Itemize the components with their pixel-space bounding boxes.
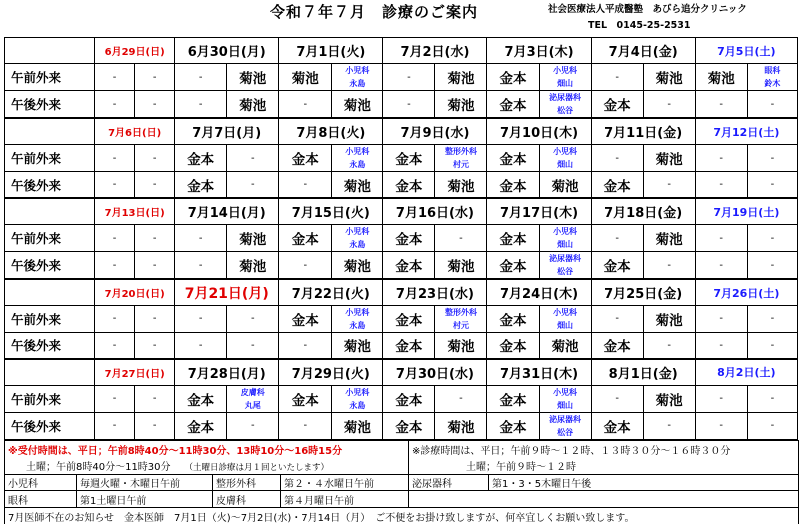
clinic-name: 社会医療法人平成醫塾 あびら追分クリニック [548, 4, 747, 15]
doctor-cell: 菊池 [643, 305, 695, 332]
date-header: 7月9日(水) [383, 118, 487, 144]
date-header: 7月25日(金) [591, 279, 695, 305]
specialist-cell [227, 385, 279, 412]
no-session-cell: - [747, 412, 797, 439]
no-session-cell: - [747, 225, 797, 252]
specialty-name: 小児科 [553, 227, 578, 237]
no-session-cell: - [747, 91, 797, 119]
page-title: 令和７年７月 診療のご案内 [270, 3, 479, 21]
specialty-name: 整形外科 [444, 147, 477, 157]
pediatrics-schedule: 毎週火曜・木曜日午前 [77, 474, 213, 491]
specialist-doctor: 永島 [349, 160, 366, 170]
info-table [4, 440, 799, 524]
specialist-doctor: 永島 [349, 320, 366, 330]
specialty-name: 泌尿器科 [549, 254, 582, 264]
no-session-cell: - [227, 305, 279, 332]
week-date-row [5, 38, 798, 64]
date-header: 7月14日(月) [175, 198, 279, 224]
doctor-cell: 金本 [279, 225, 332, 252]
doctor-cell: 金本 [487, 305, 539, 332]
doctor-cell: 菊池 [227, 225, 279, 252]
specialty-name: 小児科 [553, 66, 578, 76]
no-session-cell: - [95, 412, 135, 439]
date-header: 7月22日(火) [279, 279, 383, 305]
no-session-cell: - [95, 252, 135, 280]
doctor-cell: 菊池 [643, 225, 695, 252]
doctor-cell: 菊池 [539, 172, 591, 198]
no-session-cell: - [135, 252, 175, 280]
doctor-cell: 菊池 [435, 64, 487, 91]
specialty-name: 小児科 [345, 227, 370, 237]
no-session-cell: - [135, 64, 175, 91]
doctor-cell: 金本 [487, 64, 539, 91]
doctor-cell: 菊池 [643, 145, 695, 172]
doctor-cell: 金本 [383, 332, 435, 358]
header [0, 0, 800, 34]
specialist-cell [539, 385, 591, 412]
no-session-cell: - [95, 64, 135, 91]
specialist-doctor: 永島 [349, 240, 366, 250]
no-session-cell: - [279, 91, 332, 119]
saturday-note: （土曜日診療は月１回といたします） [184, 462, 330, 473]
date-header: 7月19日(土) [695, 198, 797, 224]
no-session-cell: - [695, 145, 747, 172]
no-session-cell: - [591, 64, 643, 91]
session-label: 午後外来 [5, 172, 95, 198]
specialist-doctor: 畑山 [557, 160, 574, 170]
doctor-cell: 菊池 [435, 172, 487, 198]
specialist-doctor: 松谷 [557, 427, 574, 437]
date-header: 7月2日(水) [383, 38, 487, 64]
no-session-cell: - [695, 91, 747, 119]
schedule-table [4, 37, 798, 440]
no-session-cell: - [135, 412, 175, 439]
specialist-cell [435, 145, 487, 172]
no-session-cell: - [279, 252, 332, 280]
no-session-cell: - [95, 332, 135, 358]
date-header: 7月21日(月) [175, 279, 279, 305]
orthopedics-label: 整形外科 [213, 474, 281, 491]
no-session-cell: - [695, 332, 747, 358]
doctor-cell: 菊池 [332, 412, 383, 439]
date-header: 7月23日(水) [383, 279, 487, 305]
specialist-doctor: 鈴木 [764, 79, 781, 89]
no-session-cell: - [435, 225, 487, 252]
date-header: 7月11日(金) [591, 118, 695, 144]
session-label: 午前外来 [5, 305, 95, 332]
no-session-cell: - [95, 91, 135, 119]
date-header: 7月4日(金) [591, 38, 695, 64]
no-session-cell: - [227, 412, 279, 439]
week-date-row [5, 198, 798, 224]
session-label: 午前外来 [5, 145, 95, 172]
doctor-cell: 金本 [591, 91, 643, 119]
doctor-cell: 金本 [175, 412, 227, 439]
doctor-cell: 菊池 [643, 64, 695, 91]
no-session-cell: - [175, 332, 227, 358]
no-session-cell: - [695, 252, 747, 280]
doctor-cell: 金本 [383, 385, 435, 412]
no-session-cell: - [747, 332, 797, 358]
specialty-name: 小児科 [345, 387, 370, 397]
no-session-cell: - [175, 64, 227, 91]
corner-cell [5, 359, 95, 385]
specialist-doctor: 村元 [452, 160, 469, 170]
no-session-cell: - [435, 385, 487, 412]
no-session-cell: - [95, 145, 135, 172]
no-session-cell: - [591, 225, 643, 252]
afternoon-row [5, 91, 798, 119]
consultation-hours-saturday: 土曜；午前９時～１２時 [409, 457, 799, 474]
doctor-cell: 菊池 [435, 412, 487, 439]
orthopedics-schedule: 第２・４水曜日午前 [281, 474, 409, 491]
absence-notice: 7月医師不在のお知らせ 金本医師 7月1日（火)～7月2日(水)・7月14日（月） ご不便をお掛け致しますが、何卒宜しくお願い致します。 [5, 508, 799, 524]
doctor-cell: 金本 [487, 145, 539, 172]
specialist-cell [539, 252, 591, 280]
date-header: 7月3日(木) [487, 38, 591, 64]
ophthalmology-label: 眼科 [5, 491, 77, 508]
doctor-cell: 菊池 [435, 91, 487, 119]
doctor-cell: 金本 [279, 385, 332, 412]
doctor-cell: 金本 [487, 385, 539, 412]
afternoon-row [5, 332, 798, 358]
clinic-phone: TEL 0145-25-2531 [588, 20, 691, 31]
doctor-cell: 菊池 [643, 385, 695, 412]
pediatrics-label: 小児科 [5, 474, 77, 491]
date-header: 7月27日(日) [95, 359, 175, 385]
specialty-name: 泌尿器科 [549, 93, 582, 103]
doctor-cell: 金本 [383, 145, 435, 172]
afternoon-row [5, 252, 798, 280]
doctor-cell: 菊池 [227, 91, 279, 119]
session-label: 午前外来 [5, 385, 95, 412]
doctor-cell: 菊池 [227, 64, 279, 91]
specialist-cell [539, 412, 591, 439]
date-header: 7月31日(木) [487, 359, 591, 385]
no-session-cell: - [695, 225, 747, 252]
specialty-name: 小児科 [345, 66, 370, 76]
no-session-cell: - [747, 145, 797, 172]
reception-hours: ※受付時間は、平日；午前8時40分～11時30分、13時10分～16時15分 [5, 441, 409, 458]
doctor-cell: 金本 [383, 225, 435, 252]
morning-row [5, 64, 798, 91]
no-session-cell: - [175, 252, 227, 280]
specialist-doctor: 畑山 [557, 400, 574, 410]
doctor-cell: 菊池 [332, 332, 383, 358]
specialist-cell [332, 225, 383, 252]
date-header: 6月30日(月) [175, 38, 279, 64]
specialist-cell [539, 225, 591, 252]
doctor-cell: 金本 [591, 252, 643, 280]
afternoon-row [5, 412, 798, 439]
date-header: 7月10日(木) [487, 118, 591, 144]
doctor-cell: 菊池 [435, 252, 487, 280]
no-session-cell: - [643, 252, 695, 280]
specialist-cell [332, 64, 383, 91]
specialist-doctor: 村元 [452, 320, 469, 330]
specialist-cell [332, 385, 383, 412]
date-header: 7月13日(日) [95, 198, 175, 224]
no-session-cell: - [95, 385, 135, 412]
date-header: 7月18日(金) [591, 198, 695, 224]
no-session-cell: - [747, 172, 797, 198]
empty-cell [409, 491, 799, 508]
specialist-doctor: 畑山 [557, 240, 574, 250]
date-header: 7月28日(月) [175, 359, 279, 385]
dermatology-schedule: 第４月曜日午前 [281, 491, 409, 508]
specialist-cell [747, 64, 797, 91]
doctor-cell: 金本 [487, 225, 539, 252]
corner-cell [5, 118, 95, 144]
specialist-doctor: 永島 [349, 400, 366, 410]
no-session-cell: - [95, 305, 135, 332]
specialist-cell [332, 305, 383, 332]
specialty-name: 小児科 [553, 307, 578, 317]
no-session-cell: - [695, 385, 747, 412]
doctor-cell: 菊池 [332, 91, 383, 119]
specialty-name: 小児科 [345, 147, 370, 157]
doctor-cell: 金本 [383, 252, 435, 280]
date-header: 8月1日(金) [591, 359, 695, 385]
no-session-cell: - [227, 172, 279, 198]
date-header: 8月2日(土) [695, 359, 797, 385]
specialist-doctor: 畑山 [557, 79, 574, 89]
date-header: 7月12日(土) [695, 118, 797, 144]
specialty-name: 小児科 [553, 387, 578, 397]
no-session-cell: - [135, 172, 175, 198]
session-label: 午前外来 [5, 64, 95, 91]
specialty-name: 皮膚科 [240, 387, 265, 397]
date-header: 7月1日(火) [279, 38, 383, 64]
date-header: 7月5日(土) [695, 38, 797, 64]
doctor-cell: 菊池 [539, 332, 591, 358]
no-session-cell: - [135, 91, 175, 119]
doctor-cell: 金本 [383, 172, 435, 198]
date-header: 7月6日(日) [95, 118, 175, 144]
session-label: 午後外来 [5, 412, 95, 439]
specialist-doctor: 永島 [349, 79, 366, 89]
no-session-cell: - [591, 385, 643, 412]
no-session-cell: - [591, 145, 643, 172]
specialty-name: 整形外科 [444, 307, 477, 317]
session-label: 午後外来 [5, 332, 95, 358]
week-date-row [5, 279, 798, 305]
date-header: 7月26日(土) [695, 279, 797, 305]
no-session-cell: - [135, 145, 175, 172]
date-header: 7月15日(火) [279, 198, 383, 224]
no-session-cell: - [95, 172, 135, 198]
date-header: 7月17日(木) [487, 198, 591, 224]
corner-cell [5, 38, 95, 64]
doctor-cell: 菊池 [332, 252, 383, 280]
no-session-cell: - [279, 172, 332, 198]
date-header: 6月29日(日) [95, 38, 175, 64]
specialty-name: 小児科 [553, 147, 578, 157]
doctor-cell: 菊池 [227, 252, 279, 280]
specialty-name: 小児科 [345, 307, 370, 317]
no-session-cell: - [747, 305, 797, 332]
specialty-name: 眼科 [764, 66, 781, 76]
doctor-cell: 菊池 [279, 64, 332, 91]
ophthalmology-schedule: 第1土曜日午前 [77, 491, 213, 508]
corner-cell [5, 279, 95, 305]
no-session-cell: - [175, 225, 227, 252]
no-session-cell: - [383, 91, 435, 119]
date-header: 7月16日(水) [383, 198, 487, 224]
doctor-cell: 菊池 [435, 332, 487, 358]
no-session-cell: - [591, 305, 643, 332]
doctor-cell: 金本 [383, 412, 435, 439]
no-session-cell: - [695, 412, 747, 439]
no-session-cell: - [279, 412, 332, 439]
doctor-cell: 金本 [487, 332, 539, 358]
doctor-cell: 菊池 [695, 64, 747, 91]
specialty-name: 泌尿器科 [549, 414, 582, 424]
consultation-hours: ※診療時間は、平日；午前９時～１２時、１３時３０分～１６時３０分 [409, 441, 799, 458]
doctor-cell: 金本 [487, 172, 539, 198]
doctor-cell: 金本 [175, 172, 227, 198]
dermatology-label: 皮膚科 [213, 491, 281, 508]
morning-row [5, 305, 798, 332]
no-session-cell: - [695, 305, 747, 332]
specialist-cell [539, 145, 591, 172]
reception-hours-saturday: 土曜；午前8時40分～11時30分 （土曜日診療は月１回といたします） [5, 457, 409, 474]
specialist-doctor: 松谷 [557, 106, 574, 116]
no-session-cell: - [643, 91, 695, 119]
no-session-cell: - [747, 385, 797, 412]
doctor-cell: 金本 [591, 332, 643, 358]
specialist-cell [539, 91, 591, 119]
morning-row [5, 225, 798, 252]
no-session-cell: - [95, 225, 135, 252]
urology-schedule: 第1・3・5木曜日午後 [489, 474, 799, 491]
specialist-doctor: 松谷 [557, 267, 574, 277]
date-header: 7月8日(火) [279, 118, 383, 144]
doctor-cell: 金本 [487, 412, 539, 439]
no-session-cell: - [643, 412, 695, 439]
specialist-cell [539, 64, 591, 91]
no-session-cell: - [227, 145, 279, 172]
specialist-cell [332, 145, 383, 172]
doctor-cell: 金本 [175, 145, 227, 172]
no-session-cell: - [175, 305, 227, 332]
doctor-cell: 菊池 [332, 172, 383, 198]
specialist-cell [539, 305, 591, 332]
specialist-doctor: 丸尾 [244, 400, 261, 410]
no-session-cell: - [643, 172, 695, 198]
doctor-cell: 金本 [487, 91, 539, 119]
no-session-cell: - [135, 385, 175, 412]
doctor-cell: 金本 [591, 412, 643, 439]
doctor-cell: 金本 [279, 145, 332, 172]
doctor-cell: 金本 [383, 305, 435, 332]
week-date-row [5, 118, 798, 144]
date-header: 7月29日(火) [279, 359, 383, 385]
session-label: 午後外来 [5, 91, 95, 119]
session-label: 午前外来 [5, 225, 95, 252]
week-date-row [5, 359, 798, 385]
session-label: 午後外来 [5, 252, 95, 280]
date-header: 7月7日(月) [175, 118, 279, 144]
no-session-cell: - [227, 332, 279, 358]
corner-cell [5, 198, 95, 224]
no-session-cell: - [643, 332, 695, 358]
morning-row [5, 145, 798, 172]
doctor-cell: 金本 [175, 385, 227, 412]
urology-label: 泌尿器科 [409, 474, 489, 491]
no-session-cell: - [695, 172, 747, 198]
doctor-cell: 金本 [591, 172, 643, 198]
date-header: 7月20日(日) [95, 279, 175, 305]
no-session-cell: - [175, 91, 227, 119]
morning-row [5, 385, 798, 412]
no-session-cell: - [383, 64, 435, 91]
no-session-cell: - [747, 252, 797, 280]
doctor-cell: 金本 [279, 305, 332, 332]
no-session-cell: - [279, 332, 332, 358]
specialist-doctor: 畑山 [557, 320, 574, 330]
no-session-cell: - [135, 305, 175, 332]
afternoon-row [5, 172, 798, 198]
doctor-cell: 金本 [487, 252, 539, 280]
no-session-cell: - [135, 332, 175, 358]
no-session-cell: - [135, 225, 175, 252]
date-header: 7月24日(木) [487, 279, 591, 305]
date-header: 7月30日(水) [383, 359, 487, 385]
specialist-cell [435, 305, 487, 332]
